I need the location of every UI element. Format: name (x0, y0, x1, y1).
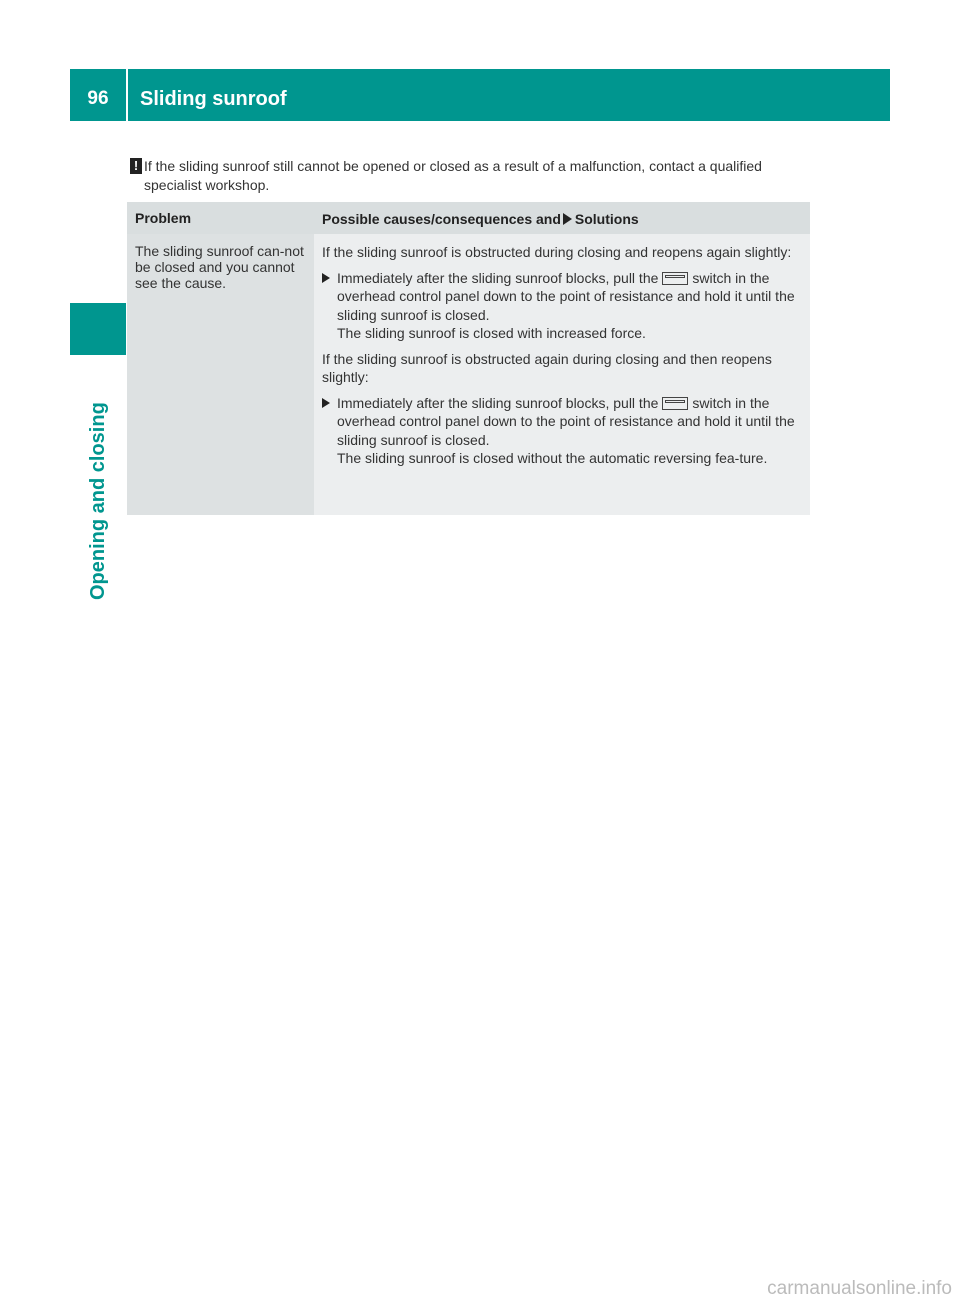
condition-1: If the sliding sunroof is obstructed during closing and reopens again slightly: (322, 244, 792, 260)
condition-2: If the sliding sunroof is obstructed again during closing and then reopens slightly: (322, 350, 772, 385)
problem-cell: The sliding sunroof can-not be closed and you cannot see the cause. (127, 234, 314, 515)
troubleshooting-table (127, 202, 810, 515)
step-2-text-after: switch in the overhead control panel down to the point of resistance and hold it until the sliding sunroof is closed. (337, 394, 795, 448)
page-title: Sliding sunroof (140, 88, 287, 110)
section-label: Opening and closing (87, 402, 109, 600)
warning-note (130, 157, 810, 195)
sunroof-switch-icon (662, 397, 688, 410)
step-arrow-icon (322, 273, 330, 283)
table-row (127, 234, 810, 515)
table-header (127, 202, 810, 234)
step-2-text-before: Immediately after the sliding sunroof blocks, pull the (337, 394, 659, 411)
step-arrow-icon (322, 398, 330, 408)
header-solutions (314, 202, 810, 234)
warning-text: If the sliding sunroof still cannot be opened or closed as a result of a malfunction, contact a qualified specialist workshop. (144, 158, 762, 193)
step-2 (322, 394, 804, 468)
warning-icon: ! (130, 158, 142, 174)
page-number: 96 (87, 88, 109, 109)
header-solutions-suffix: Solutions (574, 211, 639, 227)
step-1 (322, 269, 804, 343)
watermark: carmanualsonline.info (767, 1278, 952, 1299)
header-problem: Problem (135, 210, 192, 226)
step-1-result: The sliding sunroof is closed with increased force. (337, 325, 646, 341)
step-1-text-before: Immediately after the sliding sunroof blocks, pull the (337, 269, 659, 286)
arrow-right-icon (563, 213, 572, 225)
header-divider (126, 69, 128, 121)
sunroof-switch-icon (662, 272, 688, 285)
header-solutions-prefix: Possible causes/consequences and (322, 211, 561, 227)
step-1-text (337, 269, 804, 325)
solutions-cell (314, 234, 810, 515)
section-tab-marker (70, 303, 126, 355)
step-2-result: The sliding sunroof is closed without the automatic reversing fea-ture. (337, 450, 768, 466)
step-1-text-after: switch in the overhead control panel down to the point of resistance and hold it until the sliding sunroof is closed. (337, 269, 795, 323)
step-2-text (337, 394, 804, 450)
